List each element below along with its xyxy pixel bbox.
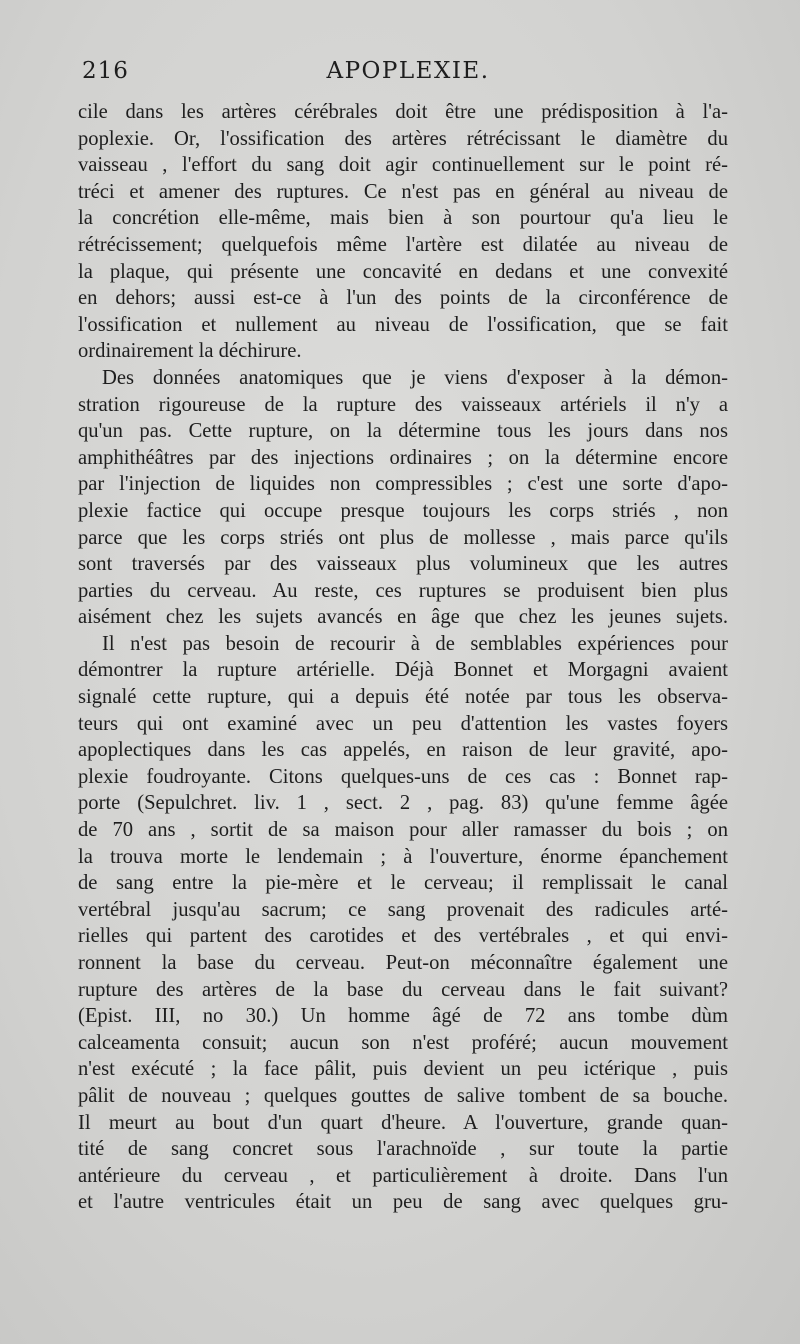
text-line: calceamenta consuit; aucun son n'est proféré; aucun mouvement	[78, 1031, 728, 1054]
text-line: rétrécissement; quelquefois même l'artère est dilatée au niveau de	[78, 233, 728, 256]
text-line: rupture des artères de la base du cerveau dans le fait suivant?	[78, 978, 728, 1001]
text-line: Il meurt au bout d'un quart d'heure. A l'ouverture, grande quan-	[78, 1111, 728, 1134]
text-line: sont traversés par des vaisseaux plus volumineux que les autres	[78, 553, 728, 576]
text-line: porte (Sepulchret. liv. 1 , sect. 2 , pag. 83) qu'une femme âgée	[78, 792, 728, 815]
text-line: Des données anatomiques que je viens d'exposer à la démon-	[102, 366, 728, 389]
text-line: en dehors; aussi est-ce à l'un des points de la circonférence de	[78, 287, 728, 310]
text-line: stration rigoureuse de la rupture des vaisseaux artériels il n'y a	[78, 393, 728, 416]
text-line: pâlit de nouveau ; quelques gouttes de salive tombent de sa bouche.	[78, 1084, 728, 1107]
text-line: teurs qui ont examiné avec un peu d'attention les vastes foyers	[78, 712, 728, 735]
text-line: aisément chez les sujets avancés en âge que chez les jeunes sujets.	[78, 606, 728, 629]
text-line: la concrétion elle-même, mais bien à son pourtour qu'a lieu le	[78, 207, 728, 230]
paragraph	[78, 365, 728, 631]
text-line: et l'autre ventricules était un peu de sang avec quelques gru-	[78, 1191, 728, 1214]
text-line: tréci et amener des ruptures. Ce n'est pas en général au niveau de	[78, 180, 728, 203]
text-line: démontrer la rupture artérielle. Déjà Bonnet et Morgagni avaient	[78, 659, 728, 682]
text-line: parties du cerveau. Au reste, ces ruptures se produisent bien plus	[78, 579, 728, 602]
text-line: parce que les corps striés ont plus de mollesse , mais parce qu'ils	[78, 526, 728, 549]
text-line: tité de sang concret sous l'arachnoïde , sur toute la partie	[78, 1138, 728, 1161]
text-line: l'ossification et nullement au niveau de l'ossification, que se fait	[78, 313, 728, 336]
text-line: (Epist. III, no 30.) Un homme âgé de 72 ans tombe dùm	[78, 1005, 728, 1028]
page-header	[82, 58, 734, 98]
text-line: signalé cette rupture, qui a depuis été notée par tous les observa-	[78, 686, 728, 709]
text-line: poplexie. Or, l'ossification des artères rétrécissant le diamètre du	[78, 127, 728, 150]
text-line: ordinairement la déchirure.	[78, 340, 302, 363]
text-line: ronnent la base du cerveau. Peut-on méconnaître également une	[78, 952, 728, 974]
text-line: plexie foudroyante. Citons quelques-uns de ces cas : Bonnet rap-	[78, 765, 728, 788]
text-line: apoplectiques dans les cas appelés, en raison de leur gravité, apo-	[78, 739, 728, 762]
text-line: par l'injection de liquides non compressibles ; c'est une sorte d'apo-	[78, 473, 728, 496]
page-number: 216	[82, 58, 129, 84]
text-line: cile dans les artères cérébrales doit être une prédisposition à l'a-	[78, 101, 728, 123]
text-line: la plaque, qui présente une concavité en dedans et une convexité	[78, 260, 728, 283]
text-line: vertébral jusqu'au sacrum; ce sang provenait des radicules arté-	[78, 898, 728, 921]
paragraph	[78, 631, 728, 1216]
text-line: amphithéâtres par des injections ordinaires ; on la détermine encore	[78, 446, 728, 469]
text-line: Il n'est pas besoin de recourir à de semblables expériences pour	[102, 632, 728, 655]
text-line: plexie factice qui occupe presque toujours les corps striés , non	[78, 499, 728, 522]
text-line: de 70 ans , sortit de sa maison pour aller ramasser du bois ; on	[78, 819, 728, 842]
text-line: rielles qui partent des carotides et des vertébrales , et qui envi-	[78, 925, 728, 948]
paragraph	[78, 99, 728, 365]
text-line: vaisseau , l'effort du sang doit agir continuellement sur le point ré-	[78, 154, 728, 177]
body-text	[78, 99, 728, 1216]
text-line: antérieure du cerveau , et particulièrement à droite. Dans l'un	[78, 1164, 728, 1187]
text-line: qu'un pas. Cette rupture, on la détermine tous les jours dans nos	[78, 420, 728, 443]
text-line: n'est exécuté ; la face pâlit, puis devient un peu ictérique , puis	[78, 1058, 728, 1081]
text-line: de sang entre la pie-mère et le cerveau; il remplissait le canal	[78, 872, 728, 895]
text-line: la trouva morte le lendemain ; à l'ouverture, énorme épanchement	[78, 845, 728, 868]
running-head: APOPLEXIE.	[326, 58, 490, 84]
